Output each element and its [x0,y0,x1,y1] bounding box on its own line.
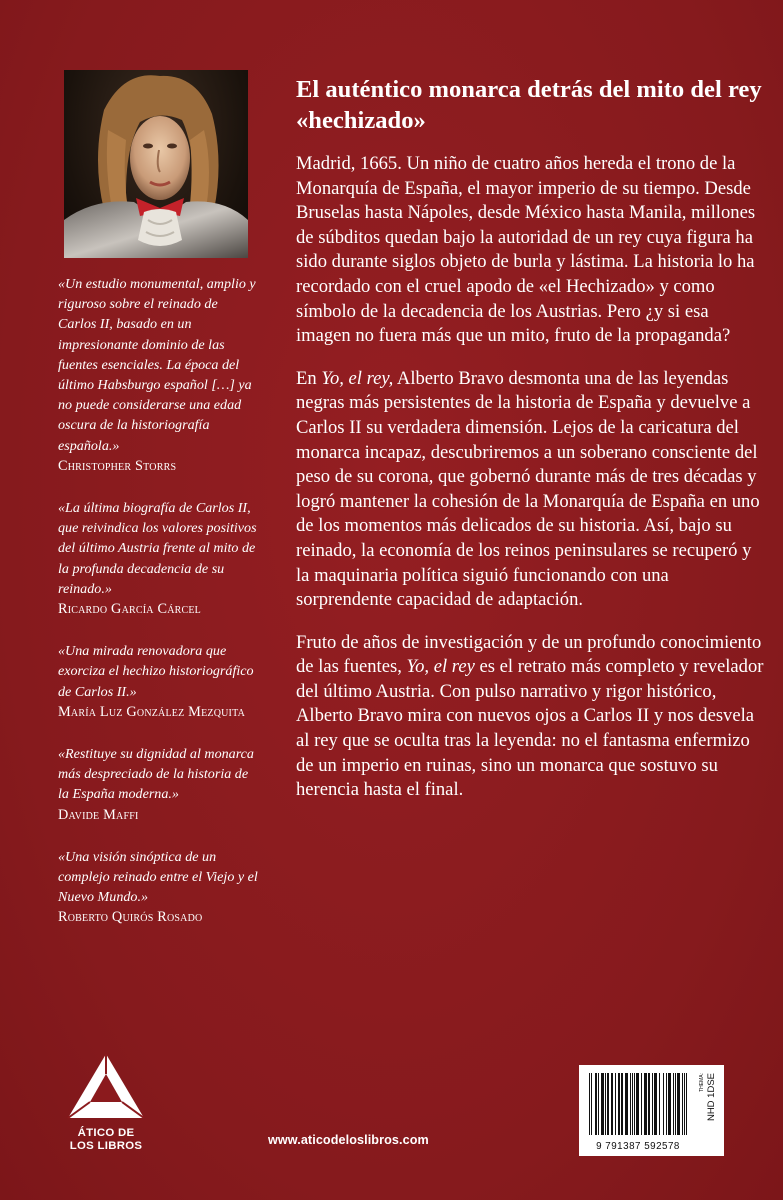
portrait-image [64,70,248,258]
barcode-bar [670,1073,671,1135]
barcode-bar [652,1073,653,1135]
barcode-bar [618,1073,619,1135]
barcode-bar [591,1073,592,1135]
barcode-bar [675,1073,676,1135]
paragraph-text: es el retrato más completo y revelador del último Austria. Con pulso narrativo y rigor histórico, Alberto Bravo mira con nuevos ojos a Carlos II y nos desvela al rey que se oculta tras la leyenda: no el fantasma enfermizo de un imperio en ruinas, sino un monarca que sostuvo su herencia hasta el final. [296,656,764,801]
barcode-bar [648,1073,649,1135]
quote-author: Roberto Quirós Rosado [58,909,203,926]
barcode-bar [626,1073,627,1135]
barcode-bar [612,1073,613,1135]
barcode-bar [682,1073,683,1135]
quote-author: Christopher Storrs [58,457,177,474]
paragraph-text: En [296,367,322,389]
barcode-bar [611,1073,612,1135]
barcode-bar [605,1073,606,1135]
barcode-bar [603,1073,604,1135]
barcode-bar [634,1073,635,1135]
barcode-bar [619,1073,620,1135]
quote-text: «Restituye su dignidad al monarca más despreciado de la historia de la España moderna.» [58,746,254,803]
quote-quiros-rosado [58,847,258,928]
barcode-bar [621,1073,622,1135]
barcode-bar [596,1073,597,1135]
quote-author: María Luz González Mezquita [58,703,245,720]
barcode-bar [656,1073,657,1135]
barcode-bar [673,1073,674,1135]
publisher-logo [64,1052,148,1156]
barcode-bar [637,1073,638,1135]
barcode-bar [608,1073,609,1135]
review-quotes [58,274,258,950]
barcode-label [579,1065,724,1156]
logo-line-2: LOS LIBROS [69,1139,143,1152]
barcode-bar [679,1073,680,1135]
synopsis [296,74,766,821]
barcode-bar [655,1073,656,1135]
synopsis-paragraph-3 [296,631,766,803]
barcode-bar [646,1073,647,1135]
triangle-logo-icon [64,1052,148,1122]
publisher-website[interactable]: www.aticodeloslibros.com [268,1133,429,1147]
barcode-bar [625,1073,626,1135]
barcode-bar [684,1073,685,1135]
thema-label: THEMA: [699,1073,705,1092]
quote-maffi [58,744,258,825]
quote-text: «Un estudio monumental, amplio y riguroso sobre el reinado de Carlos II, basado en un impresionante dominio de las fuentes esenciales. La época del último Habsburgo español […] ya no puede considerarse una edad oscura de la historiografía española.» [58,276,256,454]
barcode-bar [595,1073,596,1135]
paragraph-text: Alberto Bravo desmonta una de las leyendas negras más persistentes de la historia de España y devuelve a Carlos II su verdadera dimensión. Lejos de la caricatura del monarca incapaz, descubriremos a un soberano consciente del peso de su corona, que gobernó durante más de tres décadas y logró mantener la cohesión de la Monarquía de España en uno de los momentos más delicados de su historia. Así, bajo su reinado, la economía de los reinos peninsulares se recuperó y la maquinaria política siguió funcionando con una sorprendente capacidad de adaptación. [296,367,760,611]
quote-text: «Una mirada renovadora que exorciza el hechizo historiográfico de Carlos II.» [58,643,254,700]
quote-garcia-carcel [58,498,258,619]
quote-gonzalez-mezquita [58,641,258,722]
barcode-bar [602,1073,603,1135]
barcode-bar [654,1073,655,1135]
barcode-bar [601,1073,602,1135]
barcode-bar [659,1073,660,1135]
book-title: Yo, el rey [406,656,475,678]
barcode-bar [668,1073,669,1135]
barcode-bar [649,1073,650,1135]
barcode-bar [607,1073,608,1135]
barcode-bar [615,1073,616,1135]
barcode-bar [638,1073,639,1135]
barcode-bar [686,1073,687,1135]
barcode-bar [636,1073,637,1135]
logo-line-1: ÁTICO DE [77,1127,135,1139]
barcode-bar [622,1073,623,1135]
quote-storrs [58,274,258,476]
barcode-bar [630,1073,631,1135]
barcode-bar [666,1073,667,1135]
quote-author: Davide Maffi [58,806,139,823]
thema-codes-block [698,1069,720,1149]
barcode-bar [641,1073,642,1135]
barcode-bar [598,1073,599,1135]
synopsis-paragraph-1: Madrid, 1665. Un niño de cuatro años hereda el trono de la Monarquía de España, el mayor imperio de su tiempo. Desde Bruselas hasta Nápoles, desde México hasta Manila, millones de súbditos quedan bajo la autoridad de un rey cuya figura ha sido durante siglos objeto de burla y lástima. La historia lo ha recordado con el cruel apodo de «el Hechizado» y como símbolo de la decadencia de los Austrias. Pero ¿y si esa imagen no fuera más que un mito, fruto de la propaganda? [296,153,756,347]
barcode-bar [645,1073,646,1135]
barcode-bar [677,1073,678,1135]
book-title: Yo, el rey, [321,367,394,389]
barcode-bar [644,1073,645,1135]
isbn-barcode-icon [579,1071,697,1141]
synopsis-paragraph-2 [296,367,766,613]
barcode-bar [669,1073,670,1135]
quote-text: «Una visión sinóptica de un complejo reinado entre el Viejo y el Nuevo Mundo.» [58,848,258,906]
quote-text: «La última biografía de Carlos II, que reivindica los valores positivos del último Austria frente al mito de la profunda decadencia de su reinado.» [58,500,257,597]
quote-author: Ricardo García Cárcel [58,601,201,618]
isbn-digits: 9 791387 592578 [596,1141,680,1152]
barcode-bar [632,1073,633,1135]
paragraph-text: Fruto de años de investigación y de un profundo conocimiento de las fuentes, [296,631,762,678]
barcode-bar [663,1073,664,1135]
barcode-bar [627,1073,628,1135]
headline: El auténtico monarca detrás del mito del rey «hechizado» [296,76,762,134]
thema-codes: NHD 1DSE [706,1073,717,1122]
barcode-bar [589,1073,590,1135]
portrait-illustration [64,70,248,258]
barcode-bar [678,1073,679,1135]
